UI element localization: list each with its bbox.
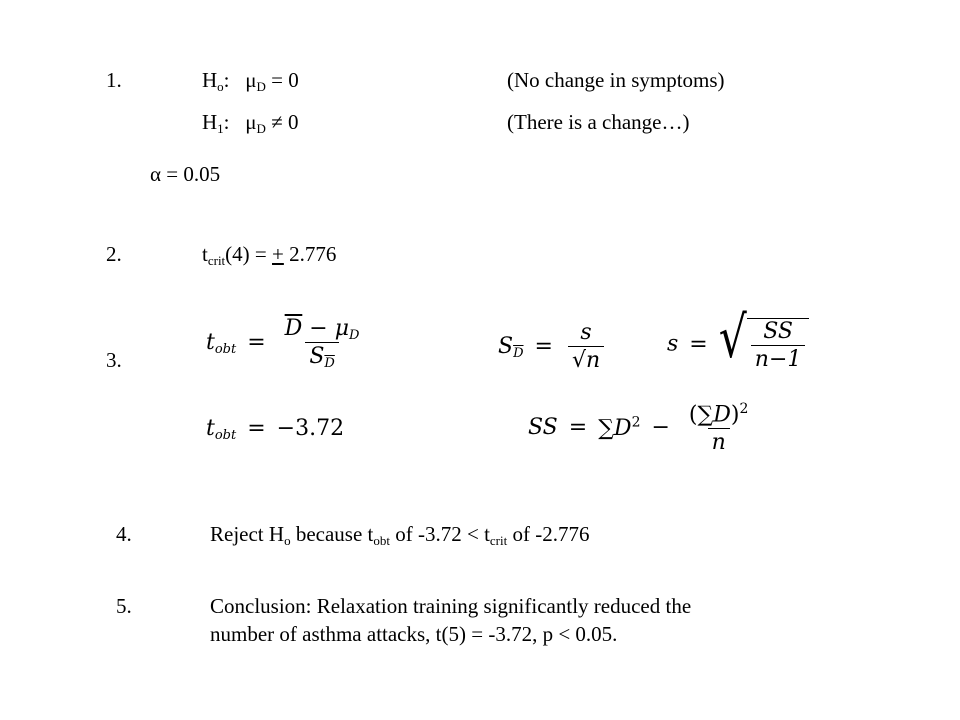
decision-sub-b: obt [373,533,390,548]
t-obt-t: t [206,330,215,355]
ss-equals: = [568,415,588,441]
h0-label: H [202,68,218,92]
se-n: n [585,348,601,373]
h1-mu-subscript: D [256,121,266,136]
se-subscript: D [513,346,524,361]
alpha-value: = 0.05 [166,162,221,186]
t-obt-formula [206,316,367,371]
sd-equals: = [689,331,708,357]
ss-fraction [685,402,752,454]
step-2-number: 2. [106,242,122,266]
h1-subscript: 1 [217,121,224,136]
t-critical [202,242,337,268]
sum-of-squares-formula [528,402,756,454]
ss-minus: − [651,415,670,441]
sum-d-d: D [713,402,731,428]
decision-sub-c: crit [489,533,508,548]
t-crit-t: t [202,242,208,266]
sd-ss: SS [763,319,793,344]
sum-d-open: (∑ [688,402,714,428]
result-subscript: obt [214,428,237,443]
decision-statement [210,522,590,548]
result-t: t [206,416,215,441]
t-crit-df: (4) = [225,242,267,266]
h0-mu-subscript: D [256,79,266,94]
mu-subscript: D [349,328,360,343]
se-fraction: $\frac{s}{√n}$ [568,322,604,372]
d-bar: $\overline{D}$ [284,316,303,341]
step-1-number: 1. [106,68,122,92]
t-obt-result [206,416,345,443]
step-4-number: 4. [116,522,132,546]
ss-label: SS [528,415,558,441]
t-obt-subscript: obt [214,342,237,357]
decision-text-b: because t [290,522,374,546]
alpha-line [150,164,220,185]
h1-mu: μ [245,110,257,134]
standard-error-formula [498,322,608,372]
decision-text-a: Reject H [210,522,285,546]
t-obt-fraction [281,316,364,371]
se-numerator: s [580,320,592,345]
conclusion-line-1: Conclusion: Relaxation training significantly reduced the [210,594,692,618]
conclusion-line-2: number of asthma attacks, t(5) = -3.72, p < 0.05. [210,622,618,646]
sd-s: s [667,331,679,357]
t-obt-value: −3.72 [276,416,345,441]
h0-mu: μ [245,68,257,92]
sd-sqrt: √ $\frac{SS}{n-1}$ [719,318,810,371]
decision-text-d: of -2.776 [507,522,590,546]
sum-d-exponent: 2 [739,401,749,417]
h1-relation: ≠ 0 [271,110,299,134]
equals-sign: = [247,330,266,355]
decision-sub-a: o [284,533,291,548]
se-s: S [498,334,514,359]
sd-n-minus-1: n−1 [754,347,802,372]
step-5-number: 5. [116,594,132,618]
null-hypothesis-note: (No change in symptoms) [507,68,725,92]
plus-minus-sign: + [272,242,284,266]
alpha-symbol: α [150,162,162,186]
h1-label: H [202,110,218,134]
t-crit-subscript: crit [207,253,226,268]
decision-text-c: of -3.72 < t [389,522,490,546]
step-3-number: 3. [106,348,122,372]
conclusion [210,592,691,648]
s-dbar: S [309,344,325,369]
ss-n: n [711,430,726,456]
square-exponent: 2 [631,414,641,431]
h0-relation: = 0 [271,68,299,92]
null-hypothesis: $H_o$: $\mu_D = 0$ [202,68,299,94]
alt-hypothesis-note: (There is a change…) [507,110,690,134]
sum-d-close: ) [730,402,740,428]
minus-sign: − [309,316,328,341]
sum-symbol: ∑ [598,416,614,442]
mu-symbol: μ [334,316,350,341]
s-dbar-subscript: D [324,356,335,371]
se-equals: = [534,334,553,359]
alt-hypothesis: $H_1$: $\mu_D \ne 0$ [202,110,299,136]
t-crit-value: 2.776 [289,242,337,266]
d-squared: D [613,416,632,442]
sample-sd-formula [667,304,809,372]
result-equals: = [247,416,266,441]
h0-subscript: o [217,79,224,94]
